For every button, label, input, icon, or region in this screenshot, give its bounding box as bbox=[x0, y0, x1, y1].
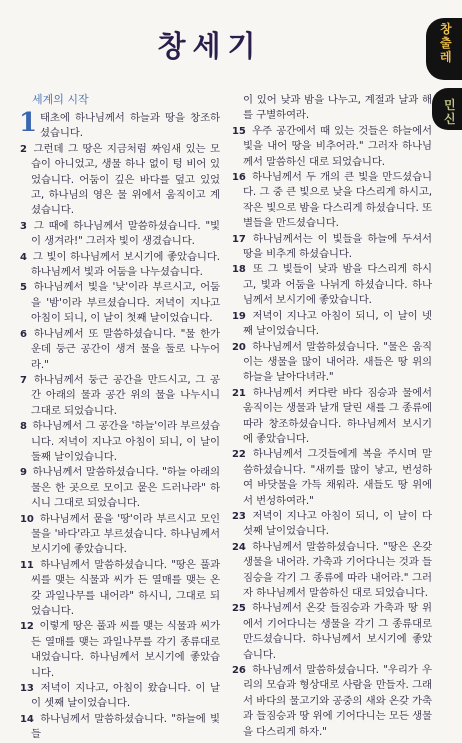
verse bbox=[20, 219, 220, 250]
verse bbox=[232, 93, 432, 124]
chapter-number: 1 bbox=[19, 108, 37, 138]
verse-number: 19 bbox=[232, 310, 251, 322]
left-column bbox=[20, 93, 220, 743]
verse bbox=[232, 170, 432, 232]
verse-number: 5 bbox=[20, 282, 32, 294]
verse bbox=[232, 309, 432, 340]
verse-text: 태초에 하나님께서 하늘과 땅을 창조하셨습니다. bbox=[40, 112, 220, 140]
verse-number: 4 bbox=[20, 251, 31, 263]
verse-number: 10 bbox=[20, 513, 38, 525]
verse-text: 하나님께서 온갖 들짐승과 가축과 땅 위에서 기어다니는 생물을 각기 그 종류대로 만드셨습니다. 하나님께서 보시기에 좋았습니다. bbox=[243, 602, 432, 661]
verse-text: 하나님께서 그 공간을 '하늘'이라 부르셨습니다. 저녁이 지나고 아침이 되니, 이 날이 둘째 날이었습니다. bbox=[31, 420, 220, 463]
right-verse-list bbox=[232, 93, 432, 740]
verse-text: 하나님께서는 이 빛들을 하늘에 두셔서 땅을 비추게 하셨습니다. bbox=[243, 232, 432, 261]
verse-text: 하나님께서 빛을 '낮'이라 부르시고, 어둠을 '밤'이라 부르셨습니다. 저녁이 지나고 아침이 되니, 이 날이 첫째 날이었습니다. bbox=[31, 281, 220, 325]
verse-text: 하나님께서 말씀하셨습니다. "땅은 풀과 씨를 맺는 식물과 씨가 든 열매를 맺는 온갖 과일나무를 내어라" 하시니, 그대로 되었습니다. bbox=[31, 558, 220, 617]
verse-text: 하나님께서 말씀하셨습니다. "땅은 온갖 생물을 내어라. 가축과 기어다니는 것과 들짐승을 각기 그 종류에 따라 내어라." 그러자 하나님께서 말씀하신 대로 되었습니다. bbox=[243, 540, 432, 599]
verse-number: 14 bbox=[20, 713, 39, 725]
verse-text: 그런데 그 땅은 지금처럼 짜임새 있는 모습이 아니었고, 생물 하나 없이 텅 비어 있었습니다. 어둠이 깊은 바다를 덮고 있었고, 하나님의 영은 물 위에서 움직이고 계셨습니다. bbox=[31, 142, 220, 217]
verse bbox=[20, 250, 220, 281]
verse-number: 6 bbox=[20, 328, 32, 340]
book-index-tab-upper[interactable] bbox=[426, 18, 462, 80]
verse bbox=[20, 712, 220, 743]
section-heading: 세계의 시작 bbox=[32, 93, 89, 106]
verse bbox=[232, 447, 432, 509]
verse bbox=[232, 601, 432, 663]
verse bbox=[20, 681, 220, 712]
verse-number: 8 bbox=[20, 421, 31, 433]
verse-number: 25 bbox=[232, 603, 251, 615]
verse-text: 하나님께서 말씀하셨습니다. "하늘에 빛들 bbox=[31, 712, 220, 741]
verse-number: 17 bbox=[232, 233, 251, 245]
verse-number: 13 bbox=[20, 683, 39, 695]
verse bbox=[232, 124, 432, 170]
verse-text: 하나님께서 커다란 바다 짐승과 물에서 움직이는 생물과 날개 달린 새를 그 종류에 따라 창조하셨습니다. 하나님께서 보시기에 좋았습니다. bbox=[243, 386, 432, 445]
verse-text: 우주 공간에서 때 있는 것들은 하늘에서 빛을 내어 땅을 비추어라." 그러자 하나님께서 말씀하신 대로 되었습니다. bbox=[243, 124, 432, 168]
book-index-tab-lower-label: 민신 bbox=[444, 98, 456, 126]
left-verse-list bbox=[19, 108, 220, 743]
verse-number: 24 bbox=[232, 541, 251, 553]
verse-text: 저녁이 지나고 아침이 되니, 이 날이 다섯째 날이었습니다. bbox=[243, 509, 432, 538]
verse-text: 하나님께서 두 개의 큰 빛을 만드셨습니다. 그 중 큰 빛으로 낮을 다스리게 하시고, 작은 빛으로 밤을 다스리게 하셨습니다. 또 별들을 만드셨습니다. bbox=[243, 171, 432, 230]
verse-text: 하나님께서 둥근 공간을 만드시고, 그 공간 아래의 물과 공간 위의 물을 나누시니 그대로 되었습니다. bbox=[31, 373, 220, 417]
verse bbox=[20, 142, 220, 219]
verse bbox=[20, 419, 220, 465]
verse-text: 하나님께서 말씀하셨습니다. "하늘 아래의 물은 한 곳으로 모이고 뭍은 드러나라" 하시니 그대로 되었습니다. bbox=[31, 466, 220, 510]
verse-number: 2 bbox=[20, 143, 32, 155]
verse-number: 7 bbox=[20, 374, 32, 386]
verse bbox=[20, 465, 220, 511]
verse-text: 이 있어 낮과 밤을 나누고, 계절과 날과 해를 구별하여라. bbox=[243, 94, 432, 122]
verse-number: 15 bbox=[232, 125, 251, 137]
verse-number: 16 bbox=[232, 172, 251, 184]
verse-text: 이렇게 땅은 풀과 씨를 맺는 식물과 씨가 든 열매를 맺는 과일나무를 각기 종류대로 내었습니다. 하나님께서 보시기에 좋았습니다. bbox=[31, 620, 220, 679]
verse bbox=[20, 280, 220, 326]
verse-text: 하나님께서 말씀하셨습니다. "우리가 우리의 모습과 형상대로 사람을 만들자. 그래서 바다의 물고기와 공중의 새와 온갖 가축과 들짐승과 땅 위에 기어다니는 모든 생물을 다스리게 하자." bbox=[243, 664, 432, 738]
verse-text: 하나님께서 또 말씀하셨습니다. "물 한가운데 둥근 공간이 생겨 물을 둘로 나누어라." bbox=[31, 327, 220, 371]
verse-text: 저녁이 지나고, 아침이 왔습니다. 이 날이 셋째 날이었습니다. bbox=[31, 682, 220, 710]
verse bbox=[20, 327, 220, 373]
verse bbox=[20, 373, 220, 419]
book-index-tab-lower[interactable] bbox=[432, 88, 462, 130]
verse bbox=[20, 512, 220, 558]
verse-text: 하나님께서 뭍을 '땅'이라 부르시고 모인 물을 '바다'라고 부르셨습니다. 하나님께서 보시기에 좋았습니다. bbox=[31, 512, 220, 556]
verse-number: 22 bbox=[232, 449, 251, 461]
verse-text: 하나님께서 말씀하셨습니다. "물은 움직이는 생물을 많이 내어라. 새들은 땅 위의 하늘을 날아다녀라." bbox=[243, 340, 432, 384]
verse-number: 11 bbox=[20, 559, 39, 571]
verse bbox=[232, 540, 432, 602]
verse-number: 23 bbox=[232, 510, 251, 522]
verse-number: 26 bbox=[232, 665, 251, 677]
verse-number: 3 bbox=[20, 220, 32, 232]
verse bbox=[20, 558, 220, 620]
verse bbox=[20, 619, 220, 681]
verse-number: 12 bbox=[20, 621, 38, 633]
verse-text: 하나님께서 그것들에게 복을 주시며 말씀하셨습니다. "새끼를 많이 낳고, 번성하여 바닷물을 가득 채워라. 새들도 땅 위에서 번성하여라." bbox=[243, 448, 432, 507]
verse-number: 9 bbox=[20, 467, 31, 479]
book-title: 창세기 bbox=[157, 29, 263, 63]
verse-number: 20 bbox=[232, 341, 251, 353]
verse bbox=[232, 509, 432, 540]
verse-text: 또 그 빛들이 낮과 밤을 다스리게 하시고, 빛과 어둠을 나뉘게 하셨습니다. 하나님께서 보시기에 좋았습니다. bbox=[243, 263, 432, 307]
verse bbox=[232, 386, 432, 448]
verse bbox=[19, 108, 220, 142]
verse-number: 18 bbox=[232, 264, 251, 276]
right-column bbox=[232, 93, 432, 740]
verse bbox=[232, 340, 432, 386]
verse-text: 그 때에 하나님께서 말씀하셨습니다. "빛이 생겨라!" 그러자 빛이 생겼습니다. bbox=[31, 219, 220, 248]
book-index-tab-upper-label: 창출레 bbox=[440, 22, 452, 64]
verse-text: 저녁이 지나고 아침이 되니, 이 날이 넷째 날이었습니다. bbox=[243, 309, 432, 338]
verse bbox=[232, 262, 432, 308]
verse bbox=[232, 663, 432, 740]
verse-number: 21 bbox=[232, 387, 251, 399]
verse bbox=[232, 232, 432, 263]
verse-text: 그 빛이 하나님께서 보시기에 좋았습니다. 하나님께서 빛과 어둠을 나누셨습니다. bbox=[31, 250, 220, 279]
